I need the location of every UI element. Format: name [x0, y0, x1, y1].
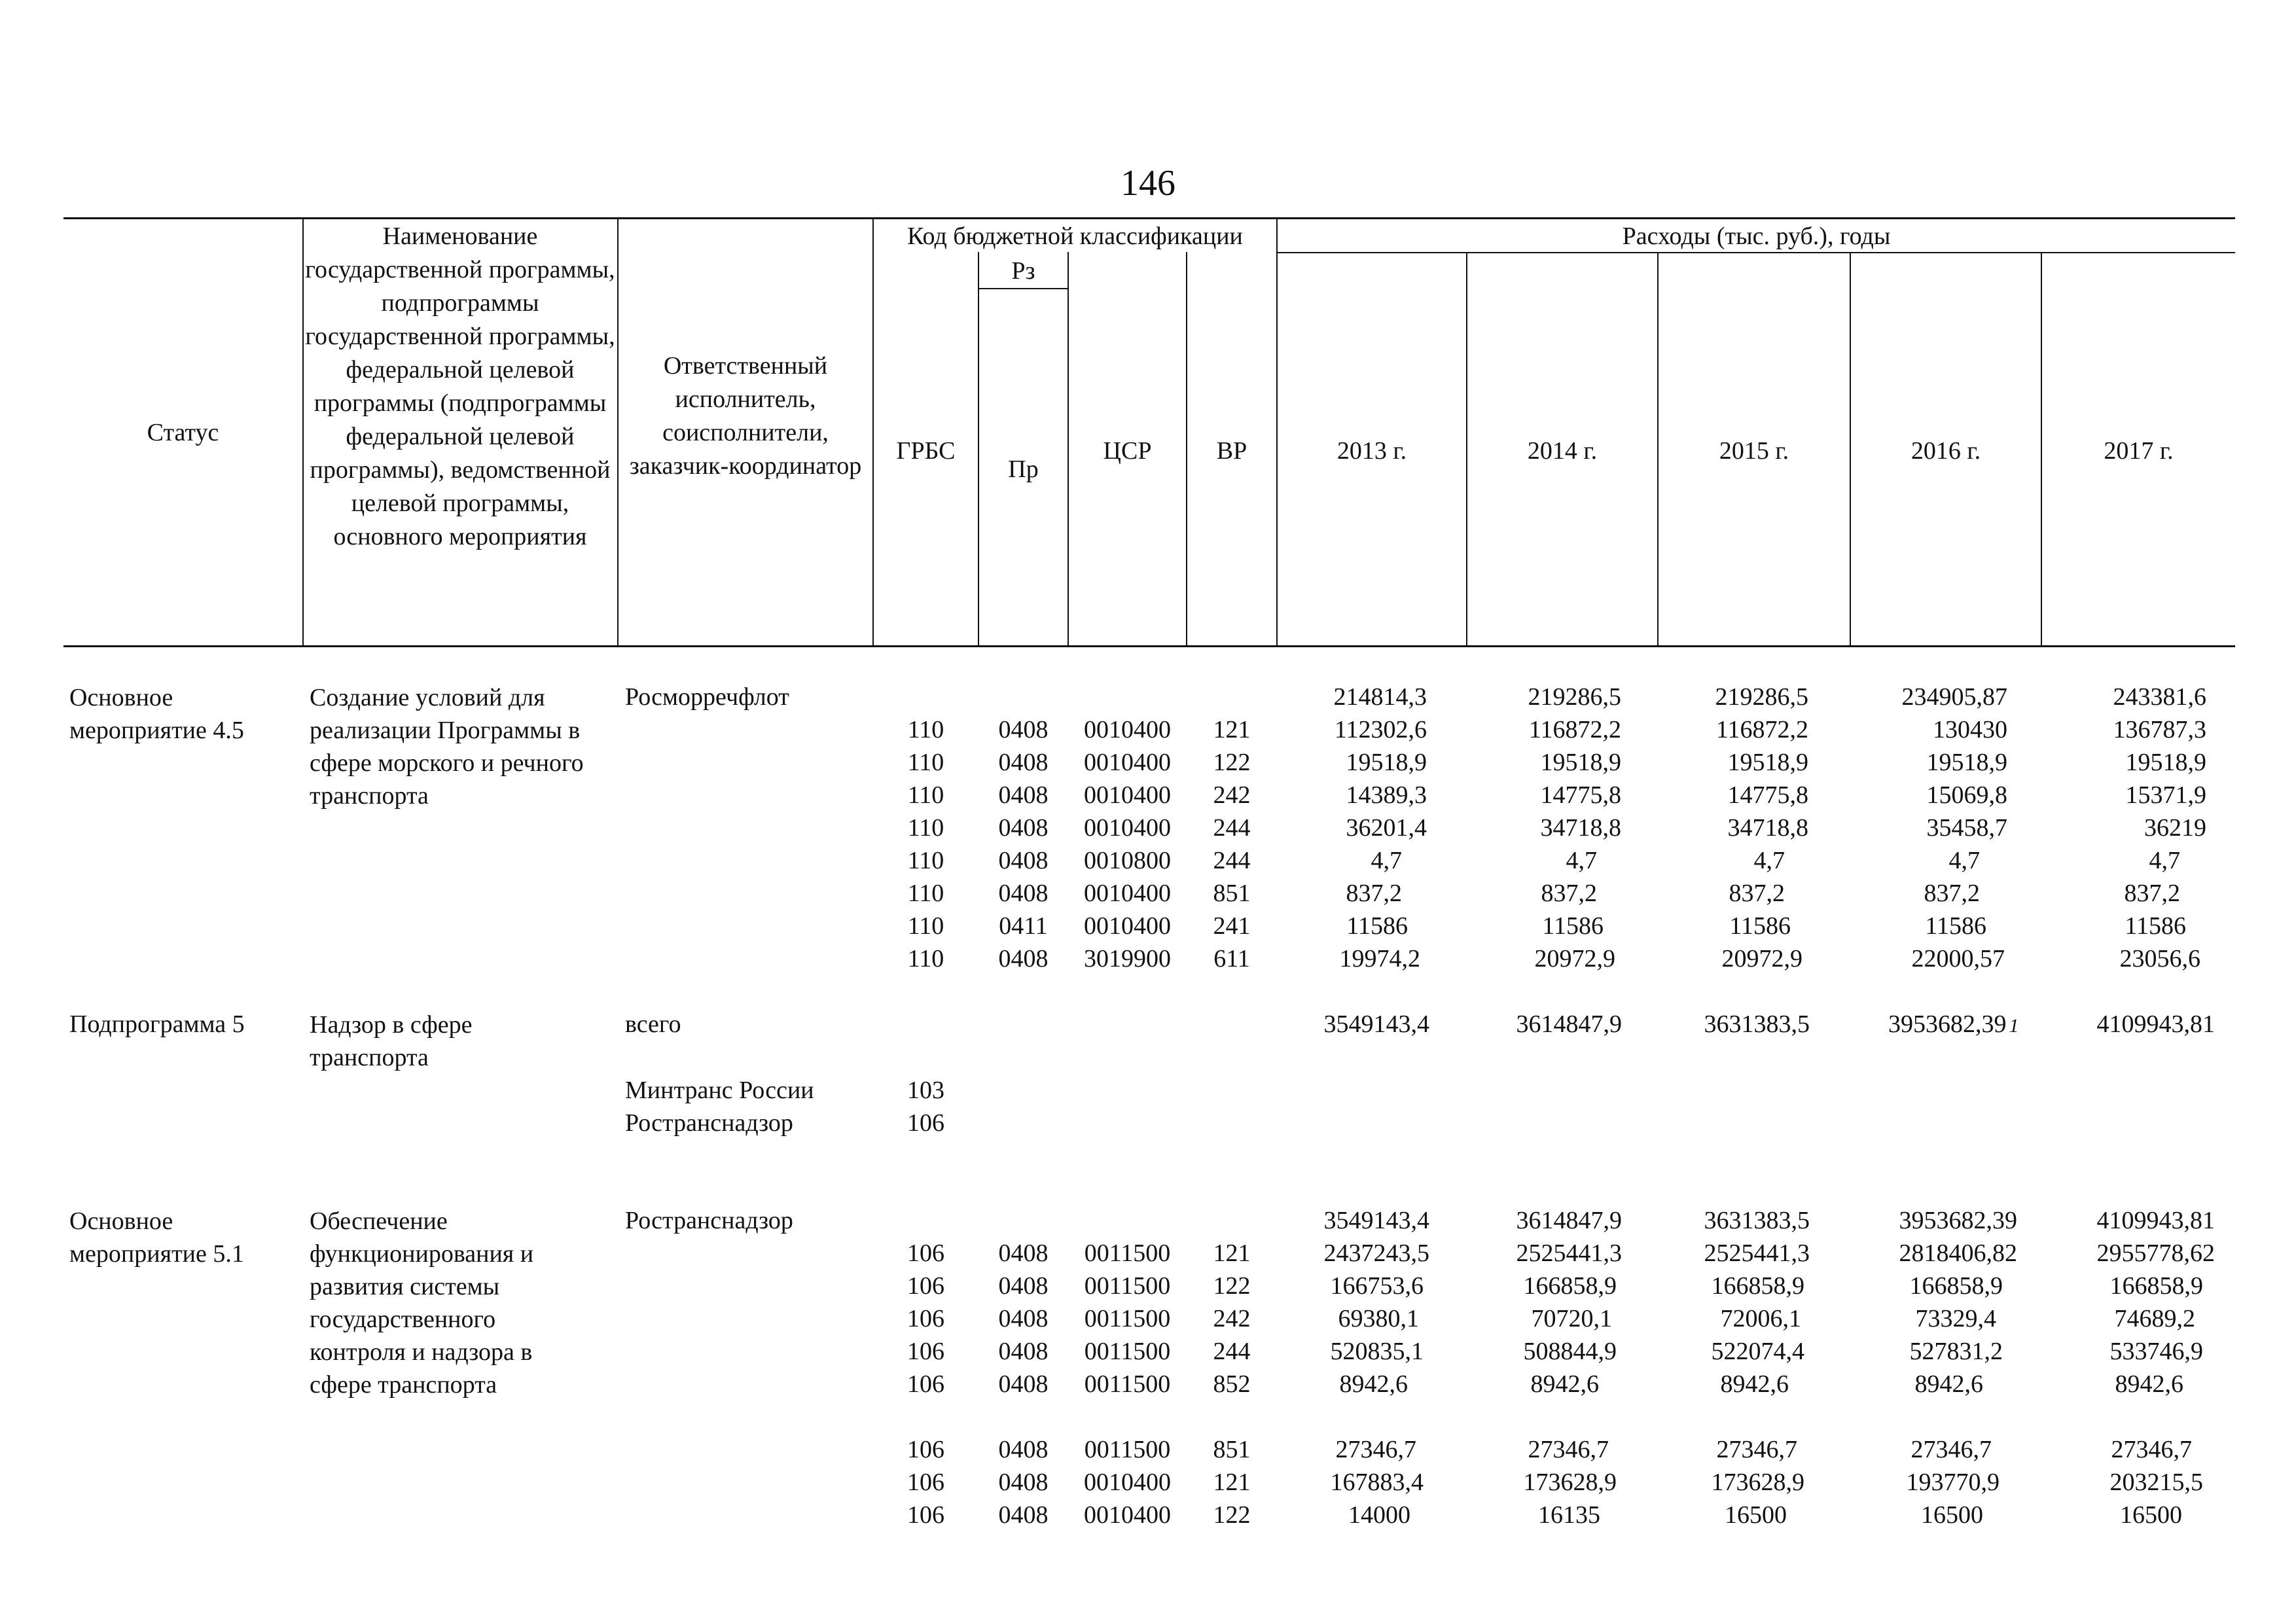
- rz-cell: 0408: [998, 1272, 1049, 1300]
- section-status: Основное мероприятие 5.1: [69, 1207, 244, 1268]
- value-2016: 4,7: [1948, 847, 1980, 874]
- value-2015: 4,7: [1753, 847, 1785, 874]
- value-2017: 533746,9: [2109, 1338, 2203, 1365]
- value-2016: 2818406,82: [1899, 1240, 2017, 1267]
- value-2014: 173628,9: [1523, 1469, 1617, 1496]
- value-2017: 4109943,81: [2096, 1207, 2215, 1234]
- value-2014: 27346,7: [1528, 1436, 1609, 1463]
- grbs-cell: 110: [907, 912, 944, 940]
- rz-cell: 0408: [998, 814, 1049, 842]
- value-2013: 19974,2: [1339, 945, 1420, 972]
- value-2017: 4109943,81: [2096, 1010, 2215, 1038]
- header-status: Статус: [147, 419, 219, 446]
- vr-cell: 851: [1213, 1436, 1251, 1463]
- value-2013: 36201,4: [1346, 814, 1427, 842]
- value-2017: 19518,9: [2125, 749, 2206, 776]
- header-bottom-rule: [63, 645, 2235, 647]
- col-divider: [302, 217, 304, 647]
- grbs-cell: 106: [907, 1370, 944, 1398]
- vr-cell: 611: [1213, 945, 1250, 972]
- value-2014: 20972,9: [1534, 945, 1615, 972]
- value-2013: 8942,6: [1339, 1370, 1408, 1398]
- value-2014: 34718,8: [1540, 814, 1621, 842]
- value-2015: 8942,6: [1720, 1370, 1789, 1398]
- csr-cell: 3019900: [1084, 945, 1171, 972]
- value-2016-text: 3953682,39: [1888, 1010, 2007, 1038]
- grbs-cell: 106: [907, 1109, 944, 1137]
- csr-cell: 0011500: [1084, 1272, 1171, 1300]
- grbs-cell: 106: [907, 1469, 944, 1496]
- value-2017: 136787,3: [2113, 716, 2206, 743]
- value-2016: 15069,8: [1926, 781, 2007, 809]
- csr-cell: 0010400: [1084, 716, 1171, 743]
- csr-cell: 0010400: [1084, 912, 1171, 940]
- value-2015: 34718,8: [1727, 814, 1808, 842]
- value-2016: 27346,7: [1910, 1436, 1992, 1463]
- grbs-cell: 106: [907, 1240, 944, 1267]
- csr-cell: 0011500: [1084, 1436, 1171, 1463]
- value-2015: 72006,1: [1720, 1305, 1801, 1332]
- header-vr: ВР: [1216, 437, 1247, 465]
- rz-cell: 0408: [998, 945, 1049, 972]
- section-name: Надзор в сфере транспорта: [310, 1011, 473, 1071]
- value-2013: 2437243,5: [1323, 1240, 1429, 1267]
- grbs-cell: 106: [907, 1305, 944, 1332]
- value-2014: 70720,1: [1531, 1305, 1612, 1332]
- value-2014: 19518,9: [1540, 749, 1621, 776]
- rz-cell: 0408: [998, 1240, 1049, 1267]
- grbs-cell: 110: [907, 781, 944, 809]
- vr-cell: 241: [1213, 912, 1251, 940]
- col-divider: [1276, 217, 1278, 647]
- section-status: Подпрограмма 5: [69, 1010, 245, 1038]
- header-pr: Пр: [1008, 455, 1039, 483]
- rz-cell: 0408: [998, 1436, 1049, 1463]
- vr-cell: 244: [1213, 1338, 1251, 1365]
- value-2017: 166858,9: [2109, 1272, 2203, 1300]
- section-responsible: Росморречфлот: [625, 683, 789, 711]
- value-2017: 837,2: [2124, 880, 2180, 907]
- value-2016: 130430: [1933, 716, 2007, 743]
- vr-cell: 852: [1213, 1370, 1251, 1398]
- value-2014: 2525441,3: [1516, 1240, 1622, 1267]
- section-name: Обеспечение функционирования и развития системы государственного контроля и надзора в сфере транспорта: [310, 1207, 534, 1399]
- rz-cell: 0408: [998, 1305, 1049, 1332]
- value-2015: 11586: [1729, 912, 1791, 940]
- vr-cell: 851: [1213, 880, 1251, 907]
- vr-cell: 121: [1213, 1469, 1251, 1496]
- csr-cell: 0010400: [1084, 1501, 1171, 1529]
- value-2017: 74689,2: [2114, 1305, 2195, 1332]
- col-divider: [617, 217, 619, 647]
- rz-cell: 0408: [998, 1469, 1049, 1496]
- value-2017: 36219: [2144, 814, 2206, 842]
- page-number: 146: [1121, 163, 1175, 204]
- value-2016: 22000,57: [1911, 945, 2005, 972]
- rz-rule: [979, 288, 1069, 289]
- csr-cell: 0010400: [1084, 880, 1171, 907]
- value-2016: 837,2: [1924, 880, 1980, 907]
- value-2015: 19518,9: [1727, 749, 1808, 776]
- value-2013: 3549143,4: [1323, 1010, 1429, 1038]
- value-2015: 116872,2: [1715, 716, 1808, 743]
- value-2015: 3631383,5: [1704, 1010, 1810, 1038]
- csr-cell: 0010400: [1084, 814, 1171, 842]
- value-2015: 173628,9: [1711, 1469, 1804, 1496]
- value-2014: 11586: [1542, 912, 1604, 940]
- value-2015: 837,2: [1729, 880, 1785, 907]
- csr-cell: 0011500: [1084, 1338, 1171, 1365]
- header-year: 2014 г.: [1527, 437, 1598, 465]
- value-2016: 527831,2: [1909, 1338, 2003, 1365]
- header-budget-code: Код бюджетной классификации: [907, 223, 1243, 250]
- csr-cell: 0011500: [1084, 1305, 1171, 1332]
- vr-cell: 242: [1213, 781, 1251, 809]
- value-2014: 219286,5: [1528, 683, 1621, 711]
- value-2015: 219286,5: [1715, 683, 1808, 711]
- value-2013: 214814,3: [1333, 683, 1427, 711]
- vr-cell: 244: [1213, 814, 1251, 842]
- header-name: Наименование государственной программы, подпрограммы государственной программы, федеральной целевой программы (подпрограммы федеральной целевой программы), ведомственной целевой программы, основного мероприятия: [305, 223, 615, 550]
- grbs-cell: 106: [907, 1501, 944, 1529]
- value-2017: 27346,7: [2111, 1436, 2192, 1463]
- section-responsible: всего: [625, 1010, 681, 1038]
- value-2016: 73329,4: [1915, 1305, 1996, 1332]
- value-2014: 837,2: [1541, 880, 1597, 907]
- header-expenses: Расходы (тыс. руб.), годы: [1622, 223, 1891, 250]
- vr-cell: 244: [1213, 847, 1251, 874]
- value-2016: 16500: [1921, 1501, 1983, 1529]
- grbs-cell: 103: [907, 1077, 944, 1104]
- value-2013: 167883,4: [1330, 1469, 1424, 1496]
- value-2014: 3614847,9: [1516, 1207, 1622, 1234]
- grbs-cell: 110: [907, 814, 944, 842]
- value-2014: 116872,2: [1528, 716, 1621, 743]
- rz-cell: 0408: [998, 847, 1049, 874]
- value-2017: 203215,5: [2109, 1469, 2203, 1496]
- value-2013: 69380,1: [1338, 1305, 1419, 1332]
- value-2013: 19518,9: [1346, 749, 1427, 776]
- header-year: 2013 г.: [1336, 437, 1407, 465]
- header-year: 2016 г.: [1910, 437, 1981, 465]
- col-divider: [872, 217, 874, 647]
- rz-cell: 0408: [998, 1338, 1049, 1365]
- value-2013: 11586: [1346, 912, 1408, 940]
- executor-name: Минтранс России: [625, 1077, 814, 1104]
- value-2017: 2955778,62: [2096, 1240, 2215, 1267]
- value-2016: 11586: [1925, 912, 1986, 940]
- grbs-cell: 110: [907, 716, 944, 743]
- value-2016: 166858,9: [1909, 1272, 2003, 1300]
- value-2016: 193770,9: [1906, 1469, 2000, 1496]
- rz-cell: 0408: [998, 716, 1049, 743]
- value-2016: 3953682,39: [1899, 1207, 2017, 1234]
- header-top-rule: [63, 217, 2235, 219]
- value-2016: [1888, 1008, 2019, 1042]
- value-2016: 234905,87: [1901, 683, 2007, 711]
- grbs-cell: 110: [907, 880, 944, 907]
- value-2013: 3549143,4: [1323, 1207, 1429, 1234]
- value-2014: 14775,8: [1540, 781, 1621, 809]
- rz-cell: 0408: [998, 781, 1049, 809]
- value-2015: 27346,7: [1716, 1436, 1797, 1463]
- value-2015: 166858,9: [1711, 1272, 1804, 1300]
- value-2017: 243381,6: [2113, 683, 2206, 711]
- csr-cell: 0011500: [1084, 1370, 1171, 1398]
- value-2014: 16135: [1538, 1501, 1600, 1529]
- rz-cell: 0408: [998, 880, 1049, 907]
- grbs-cell: 110: [907, 749, 944, 776]
- vr-cell: 121: [1213, 716, 1251, 743]
- value-2015: 20972,9: [1721, 945, 1803, 972]
- rz-cell: 0411: [999, 912, 1048, 940]
- header-year: 2015 г.: [1719, 437, 1789, 465]
- section-status: Основное мероприятие 4.5: [69, 684, 244, 744]
- value-2014: 4,7: [1566, 847, 1597, 874]
- header-year: 2017 г.: [2104, 437, 2174, 465]
- value-2015: 3631383,5: [1704, 1207, 1810, 1234]
- value-2013: 520835,1: [1330, 1338, 1424, 1365]
- value-2013: 27346,7: [1335, 1436, 1416, 1463]
- value-2013: 14000: [1348, 1501, 1410, 1529]
- value-2017: 23056,6: [2119, 945, 2200, 972]
- grbs-cell: 106: [907, 1436, 944, 1463]
- vr-cell: 121: [1213, 1240, 1251, 1267]
- csr-cell: 0011500: [1084, 1240, 1171, 1267]
- value-2013: 14389,3: [1346, 781, 1427, 809]
- rz-cell: 0408: [998, 749, 1049, 776]
- value-2017: 4,7: [2149, 847, 2180, 874]
- grbs-cell: 106: [907, 1272, 944, 1300]
- csr-cell: 0010400: [1084, 781, 1171, 809]
- value-2013: 4,7: [1371, 847, 1402, 874]
- executor-name: Ространснадзор: [625, 1109, 793, 1137]
- header-grbs: ГРБС: [896, 437, 956, 465]
- value-2015: 14775,8: [1727, 781, 1808, 809]
- vr-cell: 242: [1213, 1305, 1251, 1332]
- header-responsible: Ответственный исполнитель, соисполнители, заказчик-координатор: [629, 352, 862, 480]
- vr-cell: 122: [1213, 749, 1251, 776]
- value-2016: 8942,6: [1914, 1370, 1983, 1398]
- rz-cell: 0408: [998, 1370, 1049, 1398]
- value-2015: 16500: [1725, 1501, 1787, 1529]
- handwritten-mark: 1: [2009, 1015, 2019, 1037]
- value-2013: 166753,6: [1330, 1272, 1424, 1300]
- value-2014: 508844,9: [1523, 1338, 1617, 1365]
- value-2015: 2525441,3: [1704, 1240, 1810, 1267]
- value-2014: 8942,6: [1530, 1370, 1599, 1398]
- csr-cell: 0010400: [1084, 749, 1171, 776]
- col-divider: [978, 252, 979, 647]
- grbs-cell: 106: [907, 1338, 944, 1365]
- header-rz: Рз: [1011, 257, 1035, 285]
- value-2014: 3614847,9: [1516, 1010, 1622, 1038]
- vr-cell: 122: [1213, 1272, 1251, 1300]
- value-2013: 112302,6: [1334, 716, 1427, 743]
- section-name: Создание условий для реализации Программы в сфере морского и речного транспорта: [310, 684, 584, 810]
- grbs-cell: 110: [907, 945, 944, 972]
- csr-cell: 0010800: [1084, 847, 1171, 874]
- value-2017: 16500: [2120, 1501, 2182, 1529]
- csr-cell: 0010400: [1084, 1469, 1171, 1496]
- value-2016: 19518,9: [1926, 749, 2007, 776]
- value-2017: 8942,6: [2115, 1370, 2183, 1398]
- value-2015: 522074,4: [1711, 1338, 1804, 1365]
- value-2014: 166858,9: [1523, 1272, 1617, 1300]
- section-responsible: Ространснадзор: [625, 1207, 793, 1234]
- value-2016: 35458,7: [1926, 814, 2007, 842]
- rz-cell: 0408: [998, 1501, 1049, 1529]
- grbs-cell: 110: [907, 847, 944, 874]
- value-2013: 837,2: [1346, 880, 1402, 907]
- value-2017: 11586: [2125, 912, 2186, 940]
- header-csr: ЦСР: [1103, 437, 1152, 465]
- vr-cell: 122: [1213, 1501, 1251, 1529]
- value-2017: 15371,9: [2125, 781, 2206, 809]
